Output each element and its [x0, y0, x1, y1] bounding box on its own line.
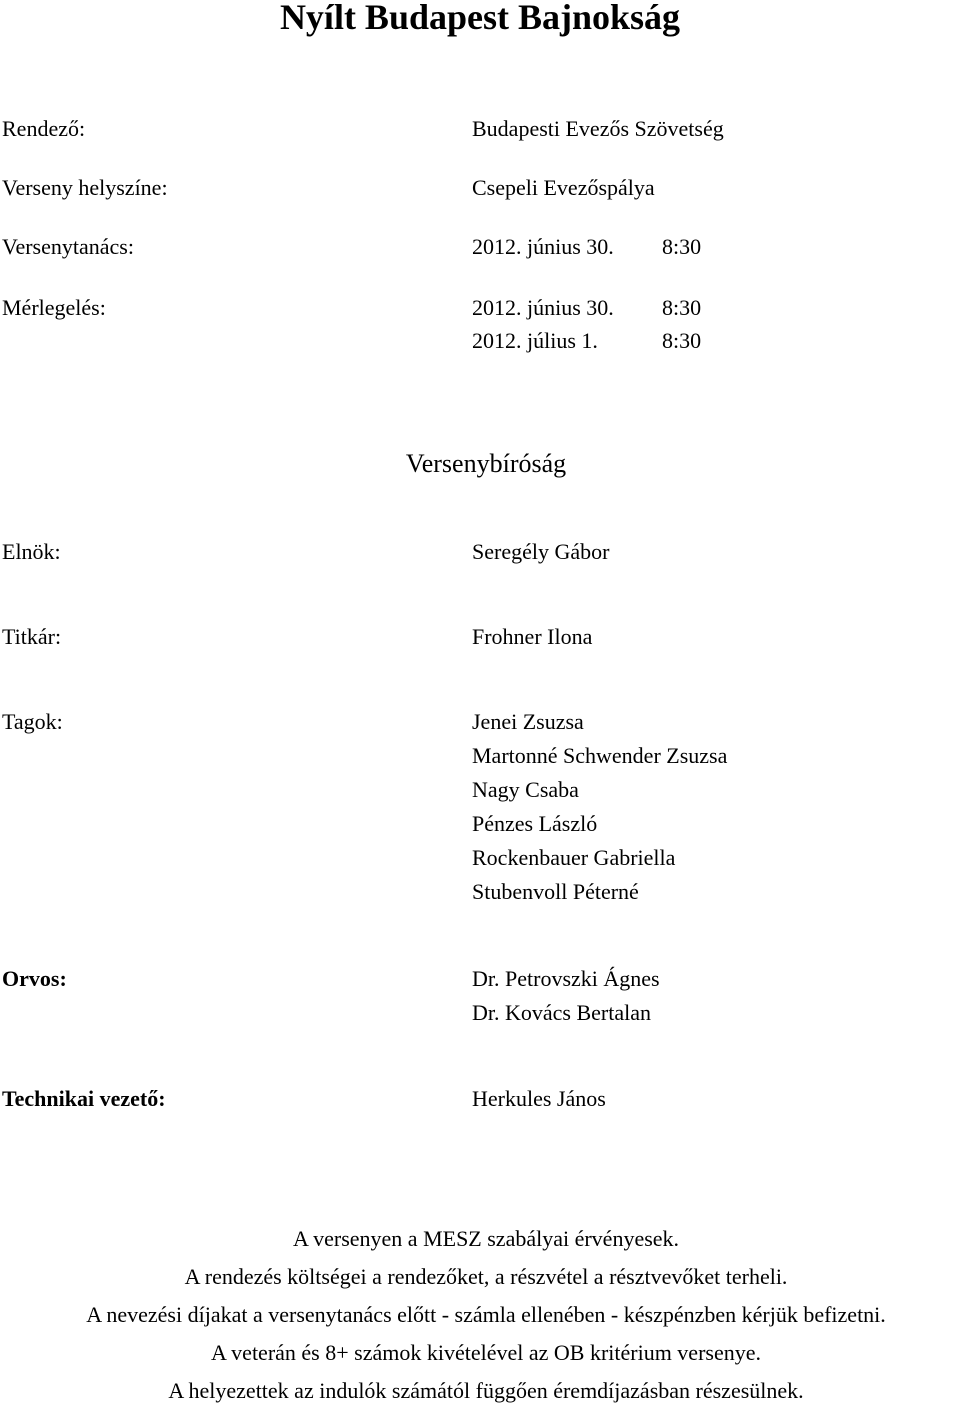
organizer-label: Rendező: — [2, 116, 86, 141]
secretary-value: Frohner Ilona — [472, 624, 593, 649]
secretary-label: Titkár: — [2, 624, 62, 649]
note-item: A veterán és 8+ számok kivételével az OB kritérium versenye. — [211, 1340, 761, 1365]
note-item: A nevezési díjakat a versenytanács előtt - számla ellenében - készpénzben kérjük befizetni. — [86, 1302, 886, 1327]
jury-heading: Versenybíróság — [405, 449, 567, 478]
weighing-label: Mérlegelés: — [2, 295, 106, 320]
venue-label: Verseny helyszíne: — [2, 175, 168, 200]
president-value: Seregély Gábor — [472, 539, 610, 564]
doctor-item: Dr. Petrovszki Ágnes — [472, 966, 660, 991]
technical-label: Technikai vezető: — [2, 1086, 166, 1111]
note-item: A versenyen a MESZ szabályai érvényesek. — [292, 1226, 680, 1251]
council-date: 2012. június 30. — [472, 234, 614, 259]
organizer-value: Budapesti Evezős Szövetség — [472, 116, 724, 141]
member-item: Jenei Zsuzsa — [472, 709, 584, 734]
note-item: A rendezés költségei a rendezőket, a részvétel a résztvevőket terheli. — [184, 1264, 788, 1289]
weighing-date: 2012. június 30. — [472, 295, 614, 320]
member-item: Nagy Csaba — [472, 777, 579, 802]
president-label: Elnök: — [2, 539, 61, 564]
doctor-item: Dr. Kovács Bertalan — [472, 1000, 651, 1025]
council-datetime — [472, 234, 701, 260]
weighing-time: 8:30 — [662, 295, 702, 320]
note-item: A helyezettek az indulók számától függően éremdíjazásban részesülnek. — [168, 1378, 804, 1403]
doctors-label: Orvos: — [2, 966, 67, 991]
member-item: Rockenbauer Gabriella — [472, 845, 676, 870]
weighing-time: 8:30 — [662, 328, 702, 353]
venue-value: Csepeli Evezőspálya — [472, 175, 655, 200]
member-item: Stubenvoll Péterné — [472, 879, 639, 904]
weighing-date: 2012. július 1. — [472, 328, 598, 353]
weighing-datetime-2 — [472, 328, 701, 354]
weighing-datetime-1 — [472, 295, 701, 321]
council-time: 8:30 — [662, 234, 702, 259]
notes-list — [0, 1220, 960, 1410]
member-item: Pénzes László — [472, 811, 598, 836]
page-title: Nyílt Budapest Bajnokság — [279, 0, 681, 37]
doctors-list — [472, 962, 660, 1030]
technical-value: Herkules János — [472, 1086, 606, 1111]
members-label: Tagok: — [2, 709, 63, 734]
members-list — [472, 705, 727, 909]
council-label: Versenytanács: — [2, 234, 134, 259]
member-item: Martonné Schwender Zsuzsa — [472, 743, 728, 768]
